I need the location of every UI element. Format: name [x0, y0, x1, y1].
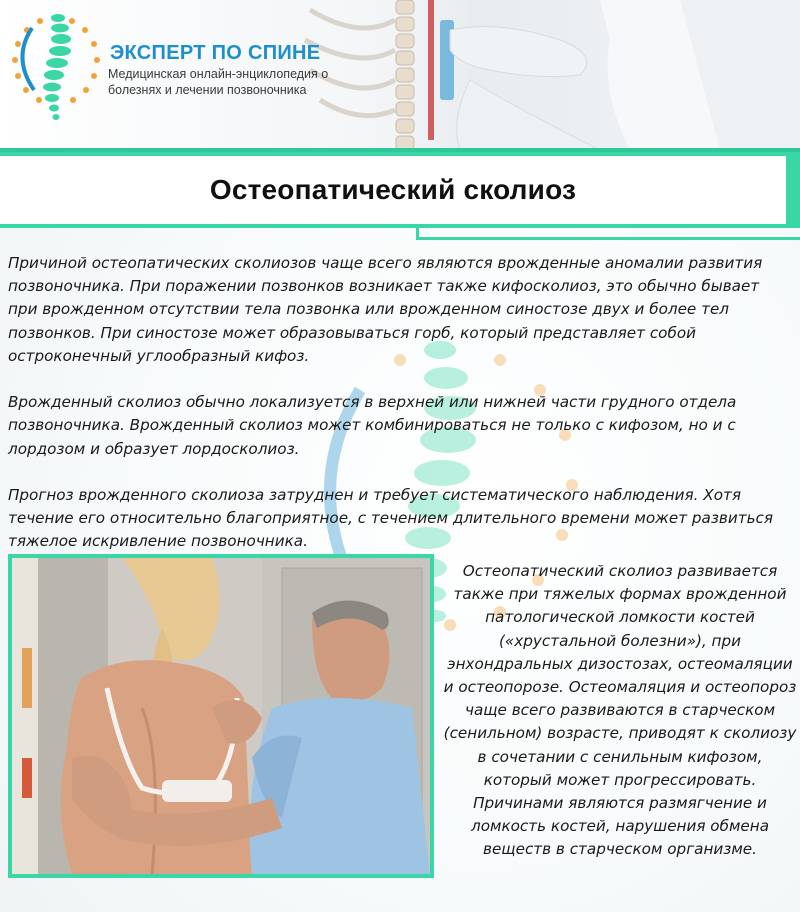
doctor-examining-patient-photo	[8, 554, 434, 878]
spine-logo-icon	[6, 8, 106, 126]
title-box	[0, 156, 786, 224]
decorative-bracket-line	[416, 228, 800, 240]
title-band-right-strip	[786, 152, 800, 228]
brand-subtitle: Медицинская онлайн-энциклопедия о болезнях и лечении позвоночника	[108, 67, 329, 97]
title-band-top-line	[0, 148, 800, 152]
paragraph-3: Прогноз врожденного сколиоза затруднен и требует систематического наблюдения. Хотя течение его относительно благоприятное, с течением длительного времени может развиться тяжелое искривление позвоночника.	[8, 486, 774, 551]
paragraph-2: Врожденный сколиоз обычно локализуется в верхней или нижней части грудного отдела позвоночника. Врожденный сколиоз может комбинироваться не только с кифозом, но и с лордозом и образует лордосколиоз.	[8, 393, 737, 458]
header-skeleton-photo	[300, 0, 800, 150]
photo-illustration	[12, 558, 430, 874]
paragraph-1: Причиной остеопатических сколиозов чаще всего являются врожденные аномалии развития позвоночника. При поражении позвонков возникает также кифосколиоз, это обычно бывает при врожденном отсутствии тела позвонка или врожденном синостозе двух и более тел позвонков. При синостозе может образовываться горб, который представляет собой остроконечный углообразный кифоз.	[8, 254, 763, 365]
site-header	[0, 0, 800, 150]
side-paragraph: Остеопатический сколиоз развивается также при тяжелых формах врожденной патологической ломкости костей («хрустальной болезни»), при энхондральных дизостозах, остеомаляции и остеопорозе. Остеомаляция и остеопороз чаще всего развиваются в старческом (сенильном) возрасте, приводят к сколиозу в сочетании с сенильным кифозом, который может прогрессировать. Причинами являются размягчение и ломкость костей, нарушения обмена веществ в старческом организме.	[443, 562, 797, 859]
page-title: Остеопатический сколиоз	[209, 174, 577, 205]
article-body	[8, 252, 792, 577]
brand-title[interactable]: ЭКСПЕРТ ПО СПИНЕ	[110, 42, 321, 64]
